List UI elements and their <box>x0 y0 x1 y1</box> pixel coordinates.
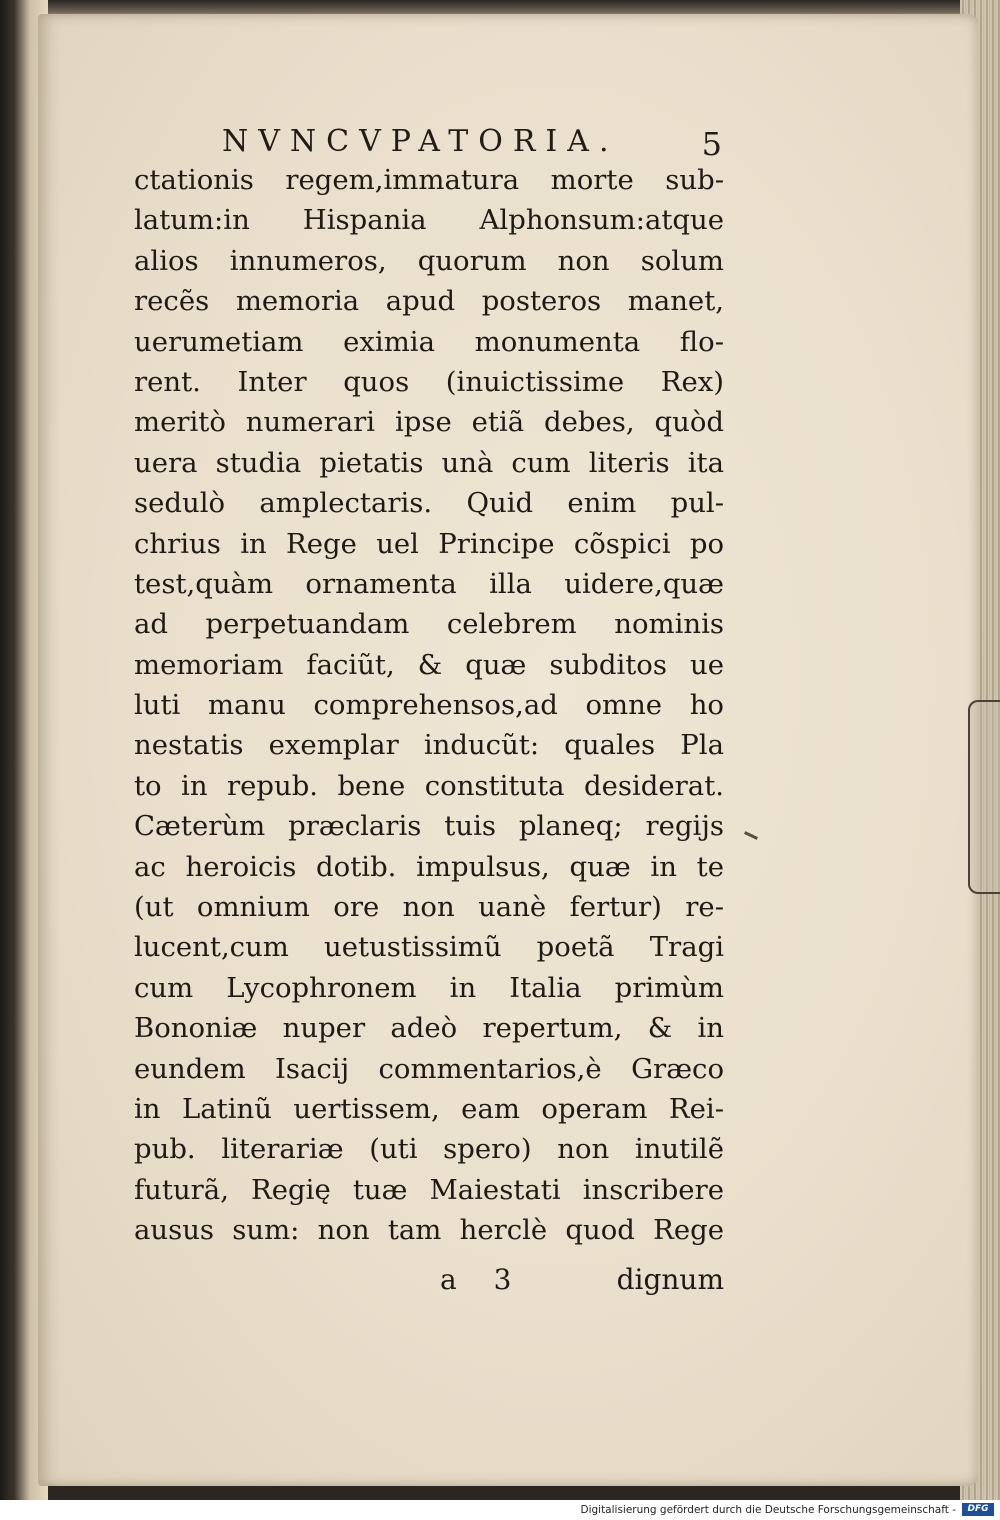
text-line: pub. literariæ (uti spero) non inutilẽ <box>134 1133 724 1166</box>
text-line: luti manu comprehensos,ad omne ho <box>134 689 724 722</box>
text-line: eundem Isacij commentarios,è Græco <box>134 1052 724 1085</box>
text-line: cum Lycophronem in Italia primùm <box>134 971 724 1004</box>
text-line: ctationis regem,immatura morte sub- <box>134 164 724 196</box>
running-head: NVNCVPATORIA. <box>222 124 619 159</box>
text-line: sedulò amplectaris. Quid enim pul- <box>134 487 724 520</box>
text-line: recẽs memoria apud posteros manet, <box>134 285 724 318</box>
text-line: ac heroicis dotib. impulsus, quæ in te <box>134 850 724 883</box>
text-line: in Latinũ uertissem, eam operam Rei- <box>134 1092 724 1125</box>
text-line: nestatis exemplar inducũt: quales Pla <box>134 729 724 762</box>
text-line: alios innumeros, quorum non solum <box>134 244 724 277</box>
text-line: latum:in Hispania Alphonsum:atque <box>134 204 724 237</box>
text-line: Cæterùm præclaris tuis planeq; regijs <box>134 810 724 843</box>
text-line: Bononiæ nuper adeò repertum, & in <box>134 1012 724 1045</box>
text-line: futurã, Regię tuæ Maiestati inscribere <box>134 1173 724 1206</box>
page-clip <box>968 700 1000 894</box>
text-line: ad perpetuandam celebrem nominis <box>134 608 724 641</box>
page-header <box>222 122 722 162</box>
page-number: 5 <box>701 125 722 163</box>
text-line: chrius in Rege uel Principe cõspici po <box>134 527 724 560</box>
signature-mark: a 3 <box>440 1263 526 1296</box>
text-line: test,quàm ornamenta illa uidere,quæ <box>134 567 724 600</box>
paper-speck <box>744 831 758 840</box>
text-line: memoriam faciũt, & quæ subditos ue <box>134 648 724 681</box>
text-line: lucent,cum uetustissimũ poetã Tragi <box>134 931 724 964</box>
text-line: rent. Inter quos (inuictissime Rex) <box>134 365 724 398</box>
text-line: (ut omnium ore non uanè fertur) re- <box>134 891 724 924</box>
text-line: uerumetiam eximia monumenta flo- <box>134 325 724 358</box>
dfg-logo-icon: DFG <box>962 1503 994 1516</box>
text-line: meritò numerari ipse etiã debes, quòd <box>134 406 724 439</box>
text-line: uera studia pietatis unà cum literis ita <box>134 446 724 479</box>
page-footer <box>440 1260 730 1300</box>
funding-credit: Digitalisierung gefördert durch die Deutsche Forschungsgemeinschaft - <box>580 1504 956 1516</box>
catchword: dignum <box>616 1263 724 1296</box>
text-line: ausus sum: non tam herclè quod Rege <box>134 1214 724 1247</box>
body-text <box>134 160 724 1251</box>
text-line: to in repub. bene constituta desiderat. <box>134 769 724 802</box>
